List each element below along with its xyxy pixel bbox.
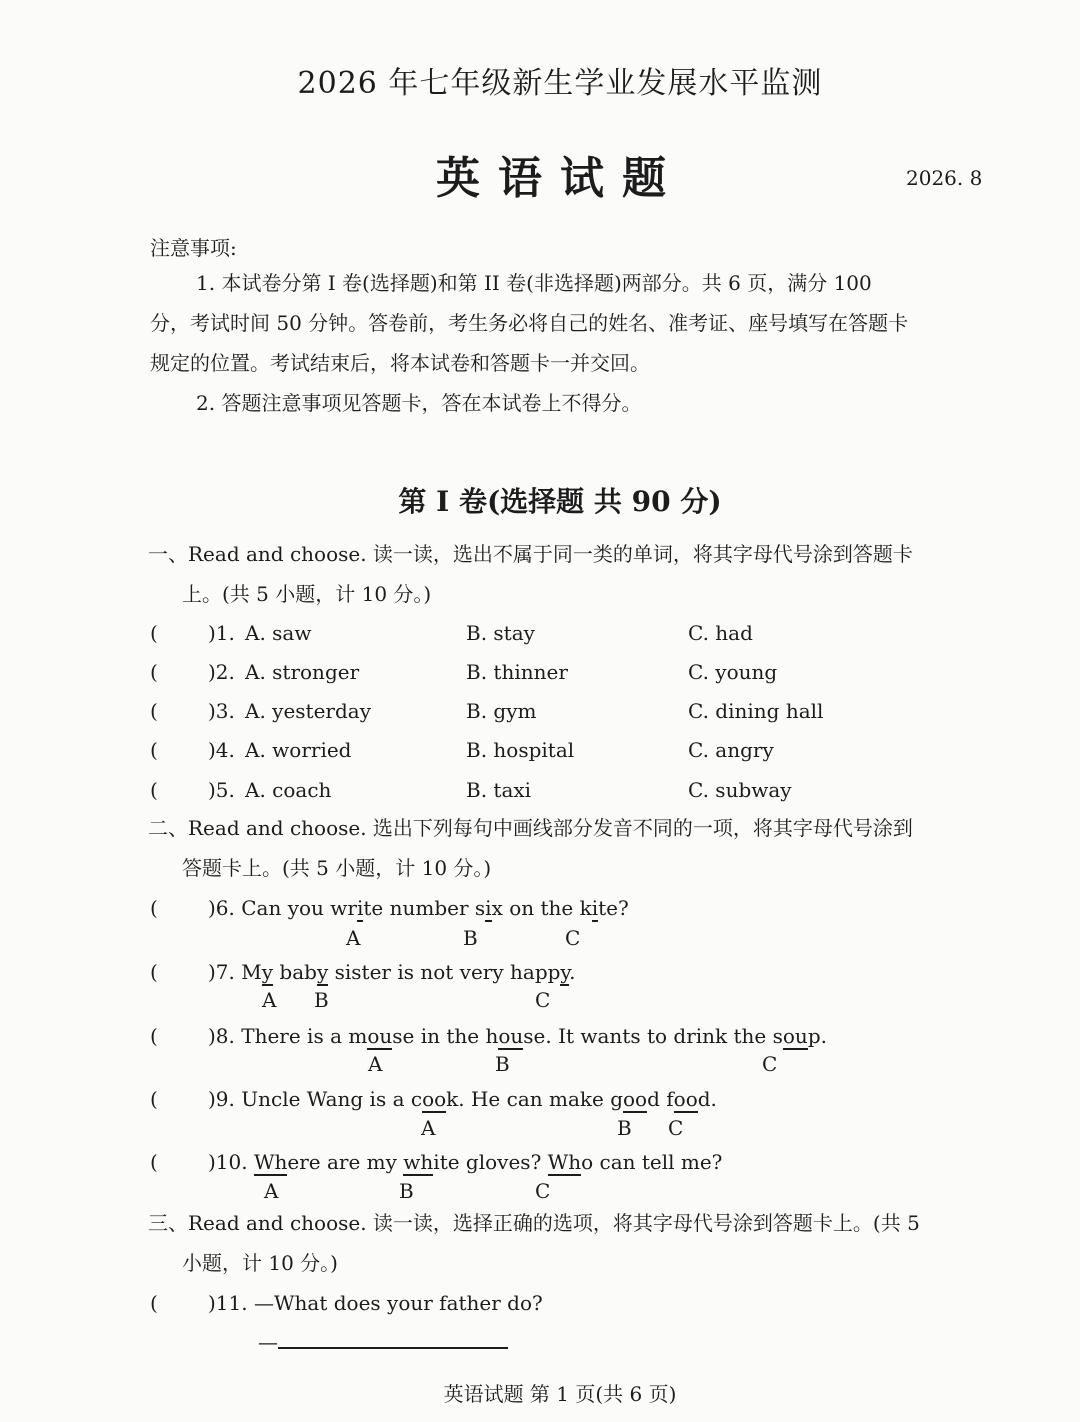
underlined-part-b: i (485, 896, 492, 920)
answer-paren: ( (150, 778, 158, 802)
mark-c: C (535, 1179, 551, 1203)
option-c: C. young (688, 660, 778, 684)
exam-date: 2026. 8 (906, 166, 983, 190)
section3-heading: 三、Read and choose. 读一读，选择正确的选项，将其字母代号涂到答题卡上。(共 5 (148, 1211, 920, 1235)
mark-a: A (421, 1116, 436, 1140)
sentence-text: te number s (363, 896, 486, 920)
option-c: C. angry (688, 738, 774, 762)
mark-b: B (463, 926, 478, 950)
underlined-part-b: y (316, 960, 329, 984)
underlined-part-a: oo (422, 1087, 447, 1111)
sentence-text: bab (273, 960, 317, 984)
underlined-part-a: ou (367, 1024, 393, 1048)
sentence-text: d. (697, 1087, 717, 1111)
sentence-text: se. It wants to drink the s (523, 1024, 783, 1048)
mark-c: C (565, 926, 581, 950)
answer-blank[interactable] (278, 1347, 508, 1349)
question-number: )2. (208, 660, 235, 684)
sentence-text: Can you wr (241, 896, 357, 920)
question-number: )6. (208, 896, 235, 920)
note-line-2: 分，考试时间 50 分钟。答卷前，考生务必将自己的姓名、准考证、座号填写在答题卡 (150, 311, 909, 335)
question-sentence (208, 1087, 717, 1111)
option-b: B. stay (466, 621, 535, 645)
option-a: A. coach (245, 778, 332, 802)
question-number: )4. (208, 738, 235, 762)
mark-a: A (262, 988, 277, 1012)
underlined-part-a: Wh (253, 1150, 288, 1174)
mark-c: C (762, 1052, 778, 1076)
underlined-part-c: y (560, 960, 570, 984)
answer-paren: ( (150, 1150, 158, 1174)
sentence-text: M (241, 960, 262, 984)
option-a: A. stronger (245, 660, 360, 684)
mark-b: B (617, 1116, 632, 1140)
section1-heading: 一、Read and choose. 读一读，选出不属于同一类的单词，将其字母代号涂到答题卡 (148, 542, 913, 566)
section3-heading-cont: 小题，计 10 分。) (182, 1251, 338, 1275)
underlined-part-b: wh (403, 1150, 434, 1174)
mark-c: C (535, 988, 551, 1012)
question-number: )1. (208, 621, 235, 645)
page-footer: 英语试题 第 1 页(共 6 页) (443, 1382, 677, 1406)
option-a: A. yesterday (245, 699, 372, 723)
answer-paren: ( (150, 1024, 158, 1048)
option-a: A. saw (245, 621, 312, 645)
answer-paren: ( (150, 699, 158, 723)
question-sentence (208, 960, 575, 984)
option-b: B. taxi (466, 778, 532, 802)
sentence-text: . (569, 960, 576, 984)
part1-title: 第 I 卷(选择题 共 90 分) (398, 485, 722, 518)
section2-heading: 二、Read and choose. 选出下列每句中画线部分发音不同的一项，将其字母代号涂到 (148, 816, 913, 840)
question-number: )5. (208, 778, 235, 802)
sentence-text: se in the h (392, 1024, 499, 1048)
answer-paren: ( (150, 1291, 158, 1315)
option-a: A. worried (245, 738, 352, 762)
question-number: )8. (208, 1024, 235, 1048)
sentence-text: te? (598, 896, 629, 920)
underlined-part-c: oo (673, 1087, 698, 1111)
sentence-text: p. (807, 1024, 827, 1048)
sentence-text: x on the k (491, 896, 592, 920)
question-sentence (208, 1291, 543, 1315)
question-sentence (208, 1024, 827, 1048)
mark-b: B (495, 1052, 510, 1076)
underlined-part-a: y (261, 960, 274, 984)
answer-paren: ( (150, 621, 158, 645)
sentence-text: There is a m (241, 1024, 368, 1048)
answer-line (258, 1330, 508, 1354)
mark-a: A (346, 926, 361, 950)
answer-dash: — (258, 1330, 278, 1354)
sentence-text: —What does your father do? (253, 1291, 543, 1315)
sentence-text: Uncle Wang is a c (241, 1087, 423, 1111)
note-line-1: 1. 本试卷分第 I 卷(选择题)和第 II 卷(非选择题)两部分。共 6 页，满分 100 (196, 271, 872, 295)
answer-paren: ( (150, 896, 158, 920)
underlined-part-b: ou (498, 1024, 524, 1048)
option-c: C. had (688, 621, 753, 645)
question-sentence (208, 896, 629, 920)
sentence-text: k. He can make g (446, 1087, 623, 1111)
mark-c: C (668, 1116, 684, 1140)
option-b: B. hospital (466, 738, 575, 762)
question-number: )9. (208, 1087, 235, 1111)
answer-paren: ( (150, 660, 158, 684)
mark-a: A (264, 1179, 279, 1203)
answer-paren: ( (150, 960, 158, 984)
sentence-text: ite gloves? (433, 1150, 548, 1174)
sentence-text: o can tell me? (581, 1150, 723, 1174)
question-number: )7. (208, 960, 235, 984)
mark-b: B (314, 988, 329, 1012)
mark-a: A (368, 1052, 383, 1076)
question-number: )10. (208, 1150, 248, 1174)
answer-paren: ( (150, 738, 158, 762)
answer-paren: ( (150, 1087, 158, 1111)
underlined-part-a: i (356, 896, 364, 920)
sentence-text: d f (647, 1087, 674, 1111)
option-b: B. gym (466, 699, 537, 723)
question-number: )3. (208, 699, 235, 723)
underlined-part-c: Wh (547, 1150, 582, 1174)
underlined-part-c: ou (782, 1024, 808, 1048)
section2-heading-cont: 答题卡上。(共 5 小题，计 10 分。) (182, 856, 492, 880)
mark-b: B (399, 1179, 414, 1203)
note-line-3: 规定的位置。考试结束后，将本试卷和答题卡一并交回。 (150, 351, 650, 375)
note-line-4: 2. 答题注意事项见答题卡，答在本试卷上不得分。 (196, 391, 642, 415)
question-sentence (208, 1150, 722, 1174)
notes-heading: 注意事项: (150, 236, 237, 260)
question-number: )11. (208, 1291, 248, 1315)
option-b: B. thinner (466, 660, 568, 684)
option-c: C. subway (688, 778, 792, 802)
subject-title: 英语试题 (436, 153, 684, 204)
sentence-text: ere are my (287, 1150, 404, 1174)
section1-heading-cont: 上。(共 5 小题，计 10 分。) (182, 582, 432, 606)
sentence-text: sister is not very happ (328, 960, 561, 984)
underlined-part-c: i (591, 896, 599, 920)
exam-name: 2026 年七年级新生学业发展水平监测 (297, 66, 823, 101)
option-c: C. dining hall (688, 699, 824, 723)
underlined-part-b: oo (623, 1087, 648, 1111)
